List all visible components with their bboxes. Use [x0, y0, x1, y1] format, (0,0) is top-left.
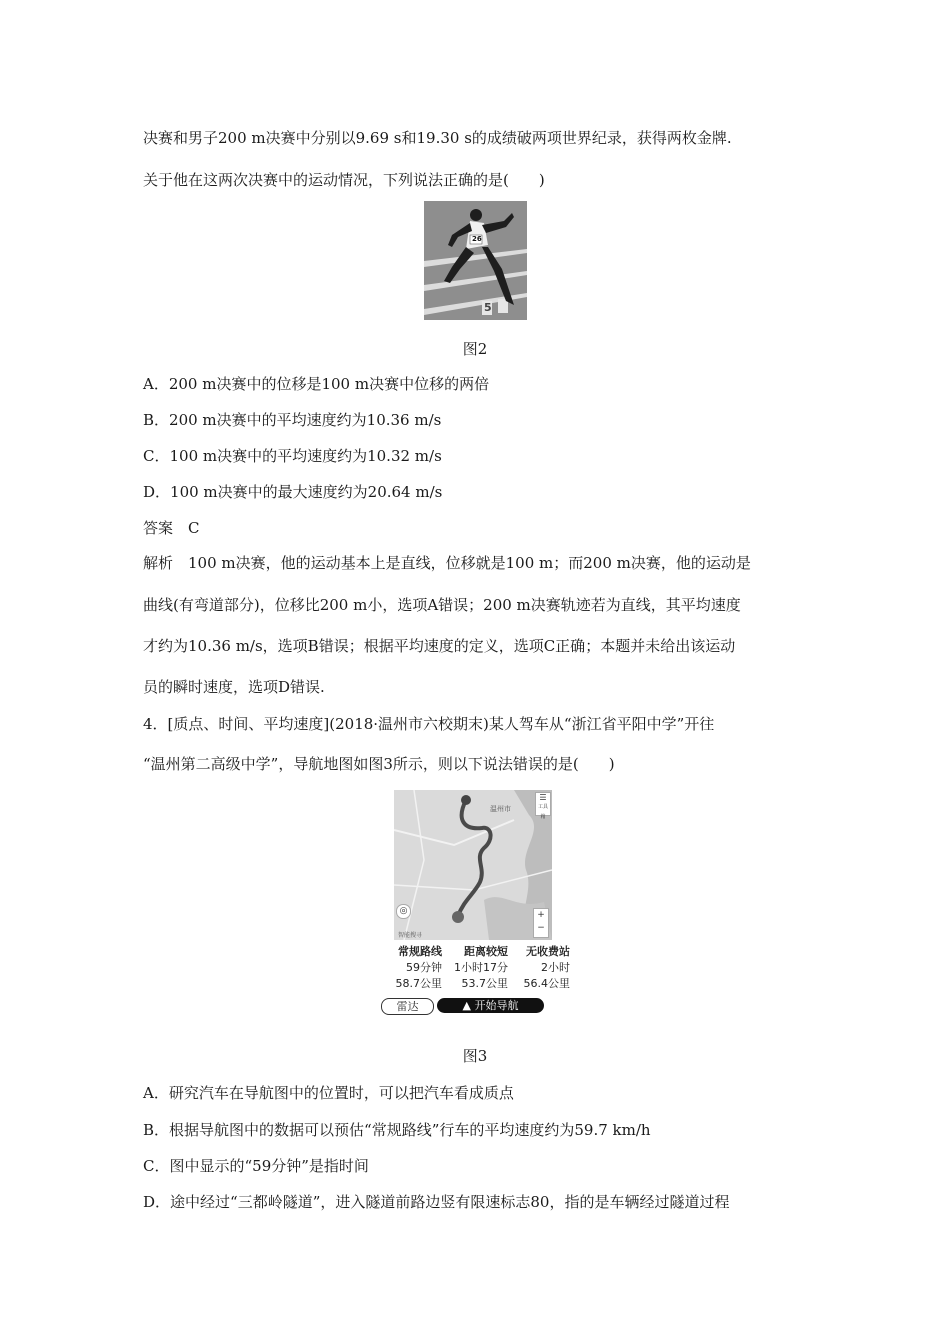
sprinter-illustration: [424, 201, 527, 320]
route-name: 无收费站: [526, 945, 570, 958]
q4-option-b: B．根据导航图中的数据可以预估“常规路线”行车的平均速度约为59.7 km/h: [143, 1121, 651, 1139]
q3-option-d: D．100 m决赛中的最大速度约为20.64 m/s: [143, 483, 443, 501]
figure-3-caption: 图3: [462, 1047, 488, 1065]
figure-2-caption: 图2: [462, 340, 488, 358]
route-distance: 56.4公里: [523, 977, 570, 990]
q4-stem-line-2: “温州第二高级中学”，导航地图如图3所示，则以下说法错误的是( ): [143, 755, 615, 773]
q3-option-a: A．200 m决赛中的位移是100 m决赛中位移的两倍: [143, 375, 490, 393]
route-name: 常规路线: [398, 945, 442, 958]
q3-text-line-2: 关于他在这两次决赛中的运动情况，下列说法正确的是( ): [143, 171, 545, 189]
toolbox-icon: ☰: [539, 793, 547, 802]
route-time: 2小时: [541, 961, 570, 974]
q3-option-c: C．100 m决赛中的平均速度约为10.32 m/s: [143, 447, 442, 465]
start-navigation-button[interactable]: ▲ 开始导航: [437, 998, 544, 1013]
q3-analysis-line-2: 曲线(有弯道部分)，位移比200 m小，选项A错误；200 m决赛轨迹若为直线，其平均速度: [143, 596, 741, 614]
route-distance: 53.7公里: [461, 977, 508, 990]
q4-stem-line-1: 4．[质点、时间、平均速度](2018·温州市六校期末)某人驾车从“浙江省平阳中学”开往: [143, 715, 715, 733]
runner-bib: 26: [472, 235, 482, 243]
map-zoom-control[interactable]: [533, 908, 549, 938]
route-time: 59分钟: [406, 961, 442, 974]
radar-button[interactable]: 雷达: [381, 998, 434, 1015]
map-city-label: 温州市: [490, 805, 511, 813]
sprinter-photo: [424, 201, 527, 320]
zoom-in-icon[interactable]: +: [537, 910, 545, 920]
zoom-out-icon[interactable]: −: [537, 923, 545, 933]
map-toolbox-label: 工具箱: [537, 804, 548, 820]
map-search-label: 智能搜寻: [398, 932, 423, 939]
map-background: [394, 790, 552, 940]
q4-option-a: A．研究汽车在导航图中的位置时，可以把汽车看成质点: [143, 1084, 514, 1102]
map-toolbox-button[interactable]: [535, 792, 551, 820]
route-option-3[interactable]: [506, 944, 570, 992]
route-option-2[interactable]: [440, 944, 508, 992]
track-number: 5: [484, 301, 492, 314]
q3-answer: 答案 C: [143, 519, 200, 537]
q3-analysis-line-3: 才约为10.36 m/s，选项B错误；根据平均速度的定义，选项C正确；本题并未给出该运动: [143, 637, 736, 655]
q4-option-d: D．途中经过“三都岭隧道”，进入隧道前路边竖有限速标志80，指的是车辆经过隧道过程: [143, 1193, 730, 1211]
route-time: 1小时17分: [454, 961, 508, 974]
q3-option-b: B．200 m决赛中的平均速度约为10.36 m/s: [143, 411, 442, 429]
q3-analysis-line-1: 解析 100 m决赛，他的运动基本上是直线，位移就是100 m；而200 m决赛，他的运动是: [143, 554, 751, 572]
q4-option-c: C．图中显示的“59分钟”是指时间: [143, 1157, 369, 1175]
locate-button[interactable]: [396, 904, 411, 919]
locate-icon: ◎: [399, 906, 408, 916]
route-name: 距离较短: [464, 945, 508, 958]
route-option-1[interactable]: [378, 944, 442, 992]
route-options: [378, 944, 574, 994]
q3-analysis-line-4: 员的瞬时速度，选项D错误.: [143, 678, 325, 696]
q3-text-line-1: 决赛和男子200 m决赛中分别以9.69 s和19.30 s的成绩破两项世界纪录，获得两枚金牌.: [143, 129, 732, 147]
navigation-map[interactable]: [394, 790, 552, 940]
route-distance: 58.7公里: [395, 977, 442, 990]
